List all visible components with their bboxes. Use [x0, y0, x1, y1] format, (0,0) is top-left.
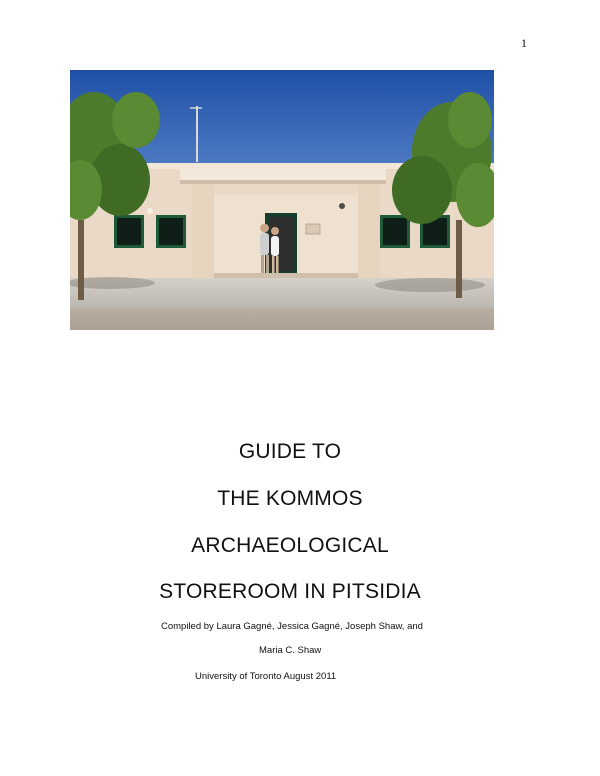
- cover-photo-storeroom: [70, 70, 494, 330]
- title-line-3: ARCHAEOLOGICAL: [191, 534, 389, 557]
- storeroom-building-illustration: [70, 70, 494, 330]
- credits-institution-date: University of Toronto August 2011: [195, 671, 337, 682]
- title-line-1: GUIDE TO: [238, 440, 342, 463]
- credits-compilers: Compiled by Laura Gagné, Jessica Gagné, Joseph Shaw, and: [161, 621, 423, 632]
- page-number: 1: [521, 36, 527, 50]
- title-line-4: STOREROOM IN PITSIDIA: [159, 580, 421, 603]
- credits-compilers-cont: Maria C. Shaw: [259, 645, 322, 656]
- title-line-2: THE KOMMOS: [217, 487, 363, 510]
